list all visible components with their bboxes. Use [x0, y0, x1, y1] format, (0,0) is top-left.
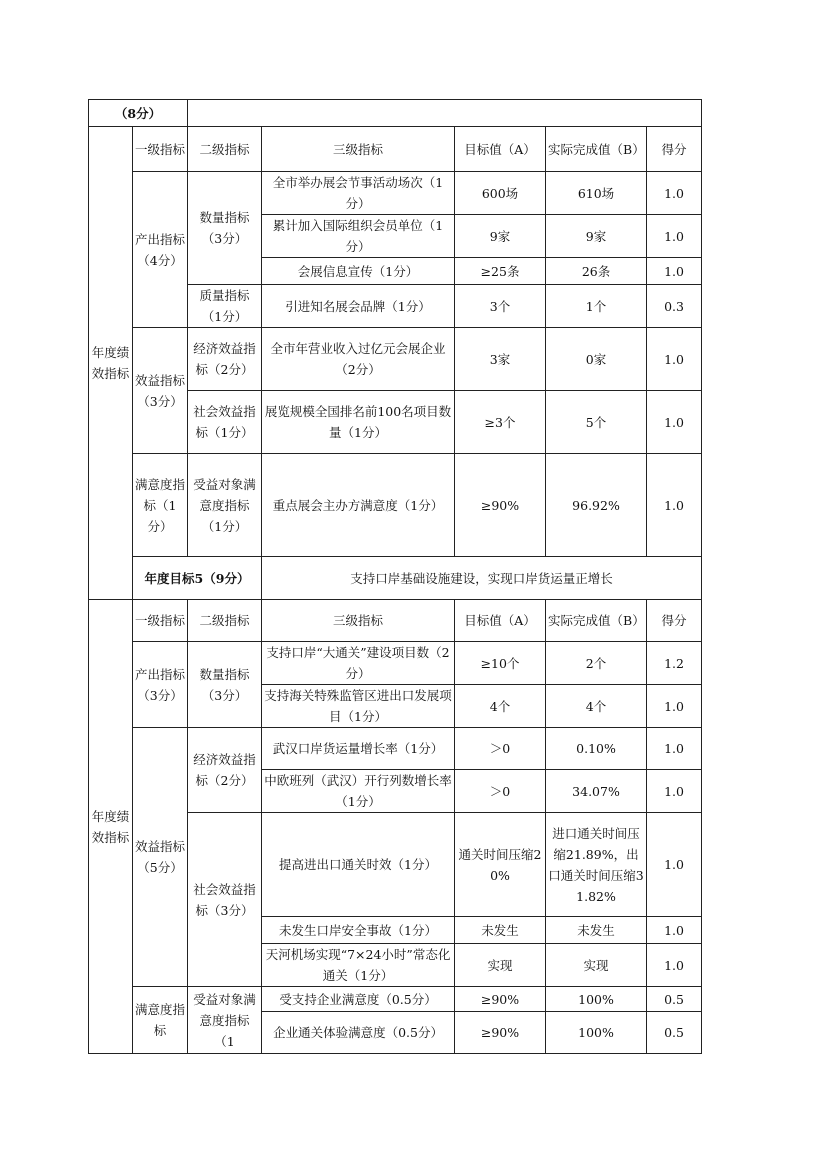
actual-cell: 0.10%	[546, 728, 647, 770]
header-target: 目标值（A）	[455, 600, 546, 642]
target-cell: 3个	[455, 285, 546, 328]
actual-cell: 5个	[546, 391, 647, 454]
header-level1: 一级指标	[133, 127, 188, 172]
table-row	[89, 454, 702, 557]
score-cell: 1.0	[647, 728, 702, 770]
table-row	[89, 642, 702, 685]
goal5-content: 支持口岸基础设施建设，实现口岸货运量正增长	[262, 557, 702, 600]
actual-cell: 1个	[546, 285, 647, 328]
indicator-cell: 支持海关特殊监管区进出口发展项目（1分）	[262, 685, 455, 728]
indicator-cell: 提高进出口通关时效（1分）	[262, 813, 455, 917]
actual-cell: 0家	[546, 328, 647, 391]
header-level2: 二级指标	[188, 127, 262, 172]
subgroup-beneficiary-b: 受益对象满意度指标（1	[188, 987, 262, 1054]
goal-row	[89, 557, 702, 600]
target-cell: ＞0	[455, 728, 546, 770]
target-cell: 3家	[455, 328, 546, 391]
score-cell: 0.5	[647, 987, 702, 1012]
group-satisfaction-b: 满意度指标	[133, 987, 188, 1054]
target-cell: ＞0	[455, 770, 546, 813]
group-output-b: 产出指标（3分）	[133, 642, 188, 728]
indicator-cell: 会展信息宣传（1分）	[262, 258, 455, 285]
indicator-cell: 累计加入国际组织会员单位（1分）	[262, 215, 455, 258]
indicator-cell: 中欧班列（武汉）开行列数增长率（1分）	[262, 770, 455, 813]
header-target: 目标值（A）	[455, 127, 546, 172]
score-cell: 1.0	[647, 454, 702, 557]
header-level3: 三级指标	[262, 600, 455, 642]
goal-content-partial	[188, 100, 702, 127]
table-row	[89, 172, 702, 215]
goal-row-partial	[89, 100, 702, 127]
subgroup-beneficiary-a: 受益对象满意度指标（1分）	[188, 454, 262, 557]
score-cell: 1.0	[647, 258, 702, 285]
target-cell: 600场	[455, 172, 546, 215]
actual-cell: 未发生	[546, 917, 647, 944]
subgroup-quantity-a: 数量指标（3分）	[188, 172, 262, 285]
indicator-cell: 支持口岸“大通关”建设项目数（2分）	[262, 642, 455, 685]
target-cell: 通关时间压缩20%	[455, 813, 546, 917]
actual-cell: 100%	[546, 1012, 647, 1054]
target-cell: 4个	[455, 685, 546, 728]
score-cell: 1.0	[647, 172, 702, 215]
header-level1: 一级指标	[133, 600, 188, 642]
header-actual: 实际完成值（B）	[546, 127, 647, 172]
header-level3: 三级指标	[262, 127, 455, 172]
performance-table	[88, 99, 702, 1054]
target-cell: ≥90%	[455, 1012, 546, 1054]
actual-cell: 实现	[546, 944, 647, 987]
actual-cell: 2个	[546, 642, 647, 685]
indicator-cell: 重点展会主办方满意度（1分）	[262, 454, 455, 557]
score-cell: 0.3	[647, 285, 702, 328]
score-cell: 1.0	[647, 215, 702, 258]
target-cell: ≥90%	[455, 987, 546, 1012]
header-row-b	[89, 600, 702, 642]
score-cell: 1.0	[647, 944, 702, 987]
goal5-label: 年度目标5（9分）	[133, 557, 262, 600]
score-cell: 1.0	[647, 813, 702, 917]
actual-cell: 100%	[546, 987, 647, 1012]
target-cell: ≥10个	[455, 642, 546, 685]
score-cell: 1.0	[647, 770, 702, 813]
header-score: 得分	[647, 127, 702, 172]
annual-performance-label-a: 年度绩效指标	[89, 127, 133, 600]
actual-cell: 610场	[546, 172, 647, 215]
actual-cell: 26条	[546, 258, 647, 285]
indicator-cell: 天河机场实现“7×24小时”常态化通关（1分）	[262, 944, 455, 987]
target-cell: 未发生	[455, 917, 546, 944]
subgroup-quantity-b: 数量指标（3分）	[188, 642, 262, 728]
score-cell: 1.0	[647, 917, 702, 944]
score-cell: 0.5	[647, 1012, 702, 1054]
group-benefit-b: 效益指标（5分）	[133, 728, 188, 987]
target-cell: 9家	[455, 215, 546, 258]
subgroup-economic-a: 经济效益指标（2分）	[188, 328, 262, 391]
subgroup-quality-a: 质量指标（1分）	[188, 285, 262, 328]
table-row	[89, 728, 702, 770]
actual-cell: 96.92%	[546, 454, 647, 557]
score-cell: 1.0	[647, 391, 702, 454]
header-row-a	[89, 127, 702, 172]
subgroup-economic-b: 经济效益指标（2分）	[188, 728, 262, 813]
actual-cell: 9家	[546, 215, 647, 258]
target-cell: ≥90%	[455, 454, 546, 557]
target-cell: ≥25条	[455, 258, 546, 285]
indicator-cell: 未发生口岸安全事故（1分）	[262, 917, 455, 944]
indicator-cell: 受支持企业满意度（0.5分）	[262, 987, 455, 1012]
group-satisfaction-a: 满意度指标（1分）	[133, 454, 188, 557]
score-cell: 1.2	[647, 642, 702, 685]
actual-cell: 34.07%	[546, 770, 647, 813]
annual-performance-label-b: 年度绩效指标	[89, 600, 133, 1054]
header-actual: 实际完成值（B）	[546, 600, 647, 642]
score-cell: 1.0	[647, 328, 702, 391]
subgroup-social-a: 社会效益指标（1分）	[188, 391, 262, 454]
group-output-a: 产出指标（4分）	[133, 172, 188, 328]
target-cell: 实现	[455, 944, 546, 987]
group-benefit-a: 效益指标（3分）	[133, 328, 188, 454]
indicator-cell: 全市举办展会节事活动场次（1分）	[262, 172, 455, 215]
table-row	[89, 987, 702, 1012]
header-level2: 二级指标	[188, 600, 262, 642]
indicator-cell: 武汉口岸货运量增长率（1分）	[262, 728, 455, 770]
score-cell: 1.0	[647, 685, 702, 728]
actual-cell: 4个	[546, 685, 647, 728]
goal-label-partial: （8分）	[89, 100, 188, 127]
subgroup-social-b: 社会效益指标（3分）	[188, 813, 262, 987]
indicator-cell: 全市年营业收入过亿元会展企业（2分）	[262, 328, 455, 391]
indicator-cell: 展览规模全国排名前100名项目数量（1分）	[262, 391, 455, 454]
target-cell: ≥3个	[455, 391, 546, 454]
actual-cell: 进口通关时间压缩21.89%，出口通关时间压缩31.82%	[546, 813, 647, 917]
indicator-cell: 企业通关体验满意度（0.5分）	[262, 1012, 455, 1054]
header-score: 得分	[647, 600, 702, 642]
table-row	[89, 328, 702, 391]
indicator-cell: 引进知名展会品牌（1分）	[262, 285, 455, 328]
